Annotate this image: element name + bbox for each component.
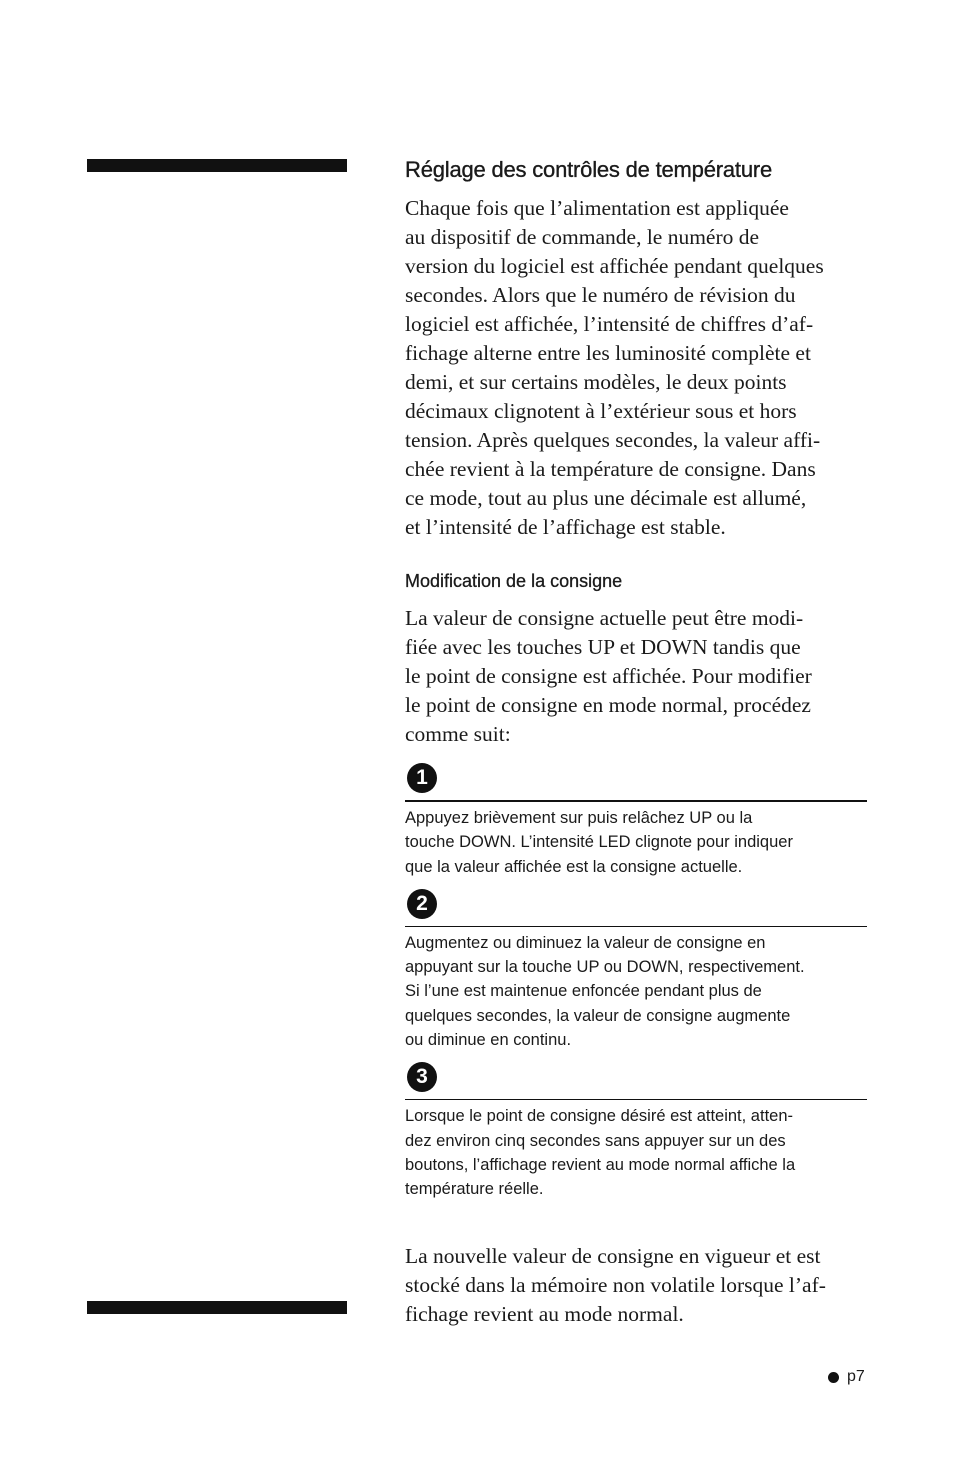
bullet-icon xyxy=(828,1372,839,1383)
step-divider xyxy=(405,800,867,802)
step-2 xyxy=(405,889,867,1052)
step-divider xyxy=(405,1099,867,1100)
bottom-decorative-bar xyxy=(87,1301,347,1314)
top-decorative-bar xyxy=(87,159,347,172)
step-3 xyxy=(405,1062,867,1201)
step-text: Appuyez brièvement sur puis relâchez UP ou la touche DOWN. L’intensité LED clignote pour indiquer que la valeur affichée est la consigne actuelle. xyxy=(405,809,793,876)
step-number-badge: 3 xyxy=(407,1062,437,1092)
subsection-heading: Modification de la consigne xyxy=(405,571,623,591)
intro-paragraph: Chaque fois que l’alimentation est appliquée au dispositif de commande, le numéro de version du logiciel est affichée pendant quelques secondes. Alors que le numéro de révision du logiciel est affichée, l’intensité de chiffres d’af- fichage alterne entre les luminosité complète et demi, et sur certains modèles, le deux points décimaux clignotent à l’extérieur sous et hors tension. Après quelques secondes, la valeur affi- chée revient à la température de consigne. Dans ce mode, tout au plus une décimale est allumé, et l’intensité de l’affichage est stable. xyxy=(405,196,824,539)
main-content xyxy=(405,154,867,1329)
step-text: Lorsque le point de consigne désiré est atteint, atten- dez environ cinq secondes sans appuyer sur un des boutons, l’affichage revient au mode normal affiche la température réelle. xyxy=(405,1107,796,1199)
subsection-paragraph: La valeur de consigne actuelle peut être modi- fiée avec les touches UP et DOWN tandis que le point de consigne est affichée. Pour modifier le point de consigne en mode normal, procédez comme suit: xyxy=(405,606,812,746)
step-divider xyxy=(405,926,867,927)
step-text: Augmentez ou diminuez la valeur de consigne en appuyant sur la touche UP ou DOWN, respectivement. Si l’une est maintenue enfoncée pendant plus de quelques secondes, la valeur de consigne augmente ou diminue en continu. xyxy=(405,933,805,1050)
closing-paragraph: La nouvelle valeur de consigne en vigueur et est stocké dans la mémoire non volatile lorsque l’af- fichage revient au mode normal. xyxy=(405,1243,826,1326)
page-number: p7 xyxy=(847,1368,865,1385)
step-number-badge: 2 xyxy=(407,889,437,919)
page-footer xyxy=(828,1367,865,1387)
step-1 xyxy=(405,763,867,879)
step-number-badge: 1 xyxy=(407,763,437,793)
section-heading: Réglage des contrôles de température xyxy=(405,157,773,182)
